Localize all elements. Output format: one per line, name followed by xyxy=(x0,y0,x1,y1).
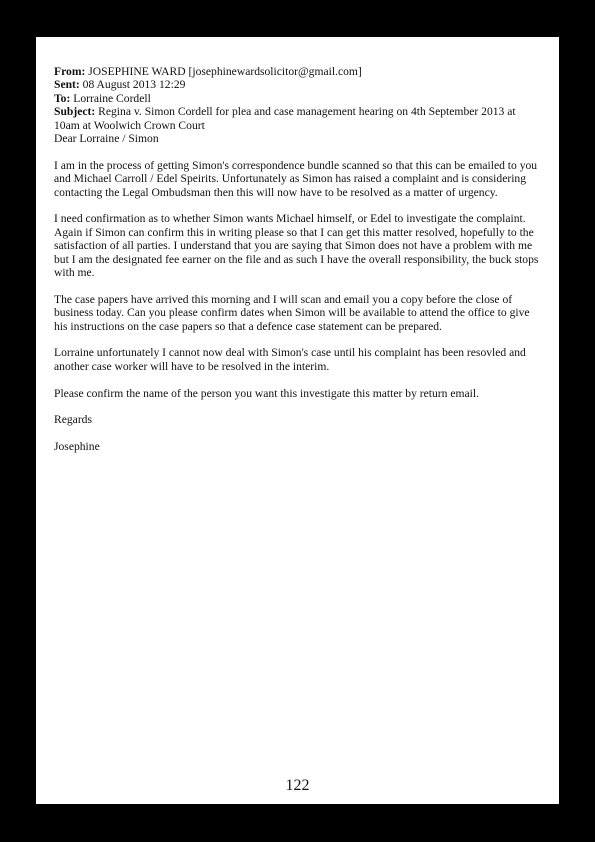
to-line xyxy=(54,92,540,105)
email-letter xyxy=(54,65,540,467)
from-value: JOSEPHINE WARD [josephinewardsolicitor@gmail.com] xyxy=(88,65,362,78)
document-page xyxy=(36,37,559,804)
sent-line xyxy=(54,78,540,91)
body-paragraph: The case papers have arrived this morning and I will scan and email you a copy before the close of business today. Can you please confirm dates when Simon will be available to attend the office to give his instructions on the case papers so that a defence case statement can be prepared. xyxy=(54,292,530,333)
page-number: 122 xyxy=(285,777,310,794)
body-paragraph: Lorraine unfortunately I cannot now deal with Simon's case until his complaint has been resovled and another case worker will have to be resolved in the interim. xyxy=(54,346,526,373)
sent-value: 08 August 2013 12:29 xyxy=(82,78,186,92)
from-line xyxy=(54,65,540,78)
body-paragraph: Please confirm the name of the person you want this investigate this matter by return email. xyxy=(54,386,479,400)
subject-label: Subject: xyxy=(54,105,96,119)
salutation: Dear Lorraine / Simon xyxy=(54,132,159,146)
sent-label: Sent: xyxy=(54,78,80,92)
subject-line xyxy=(54,105,540,132)
to-label: To: xyxy=(54,91,71,105)
sign-off: Regards xyxy=(54,413,92,427)
signature-name: Josephine xyxy=(54,440,100,454)
body-paragraph: I am in the process of getting Simon's correspondence bundle scanned so that this can be emailed to you and Michael Carroll / Edel Speirits. Unfortunately as Simon has raised a complaint and is considering contacting the Legal Ombudsman then this will now have to be resolved as a matter of urgency. xyxy=(54,158,538,199)
body-paragraph: I need confirmation as to whether Simon wants Michael himself, or Edel to investigate the complaint. Again if Simon can confirm this in writing please so that I can get this matter resolved, hopefully to the satisfaction of all parties. I understand that you are saying that Simon does not have a problem with me but I am the designated fee earner on the file and as such I have the overall responsibility, the buck stops with me. xyxy=(54,212,539,280)
to-value: Lorraine Cordell xyxy=(73,91,151,105)
from-label: From: xyxy=(54,65,86,78)
subject-value: Regina v. Simon Cordell for plea and case management hearing on 4th September 2013 at 10am at Woolwich Crown Court xyxy=(54,105,516,132)
